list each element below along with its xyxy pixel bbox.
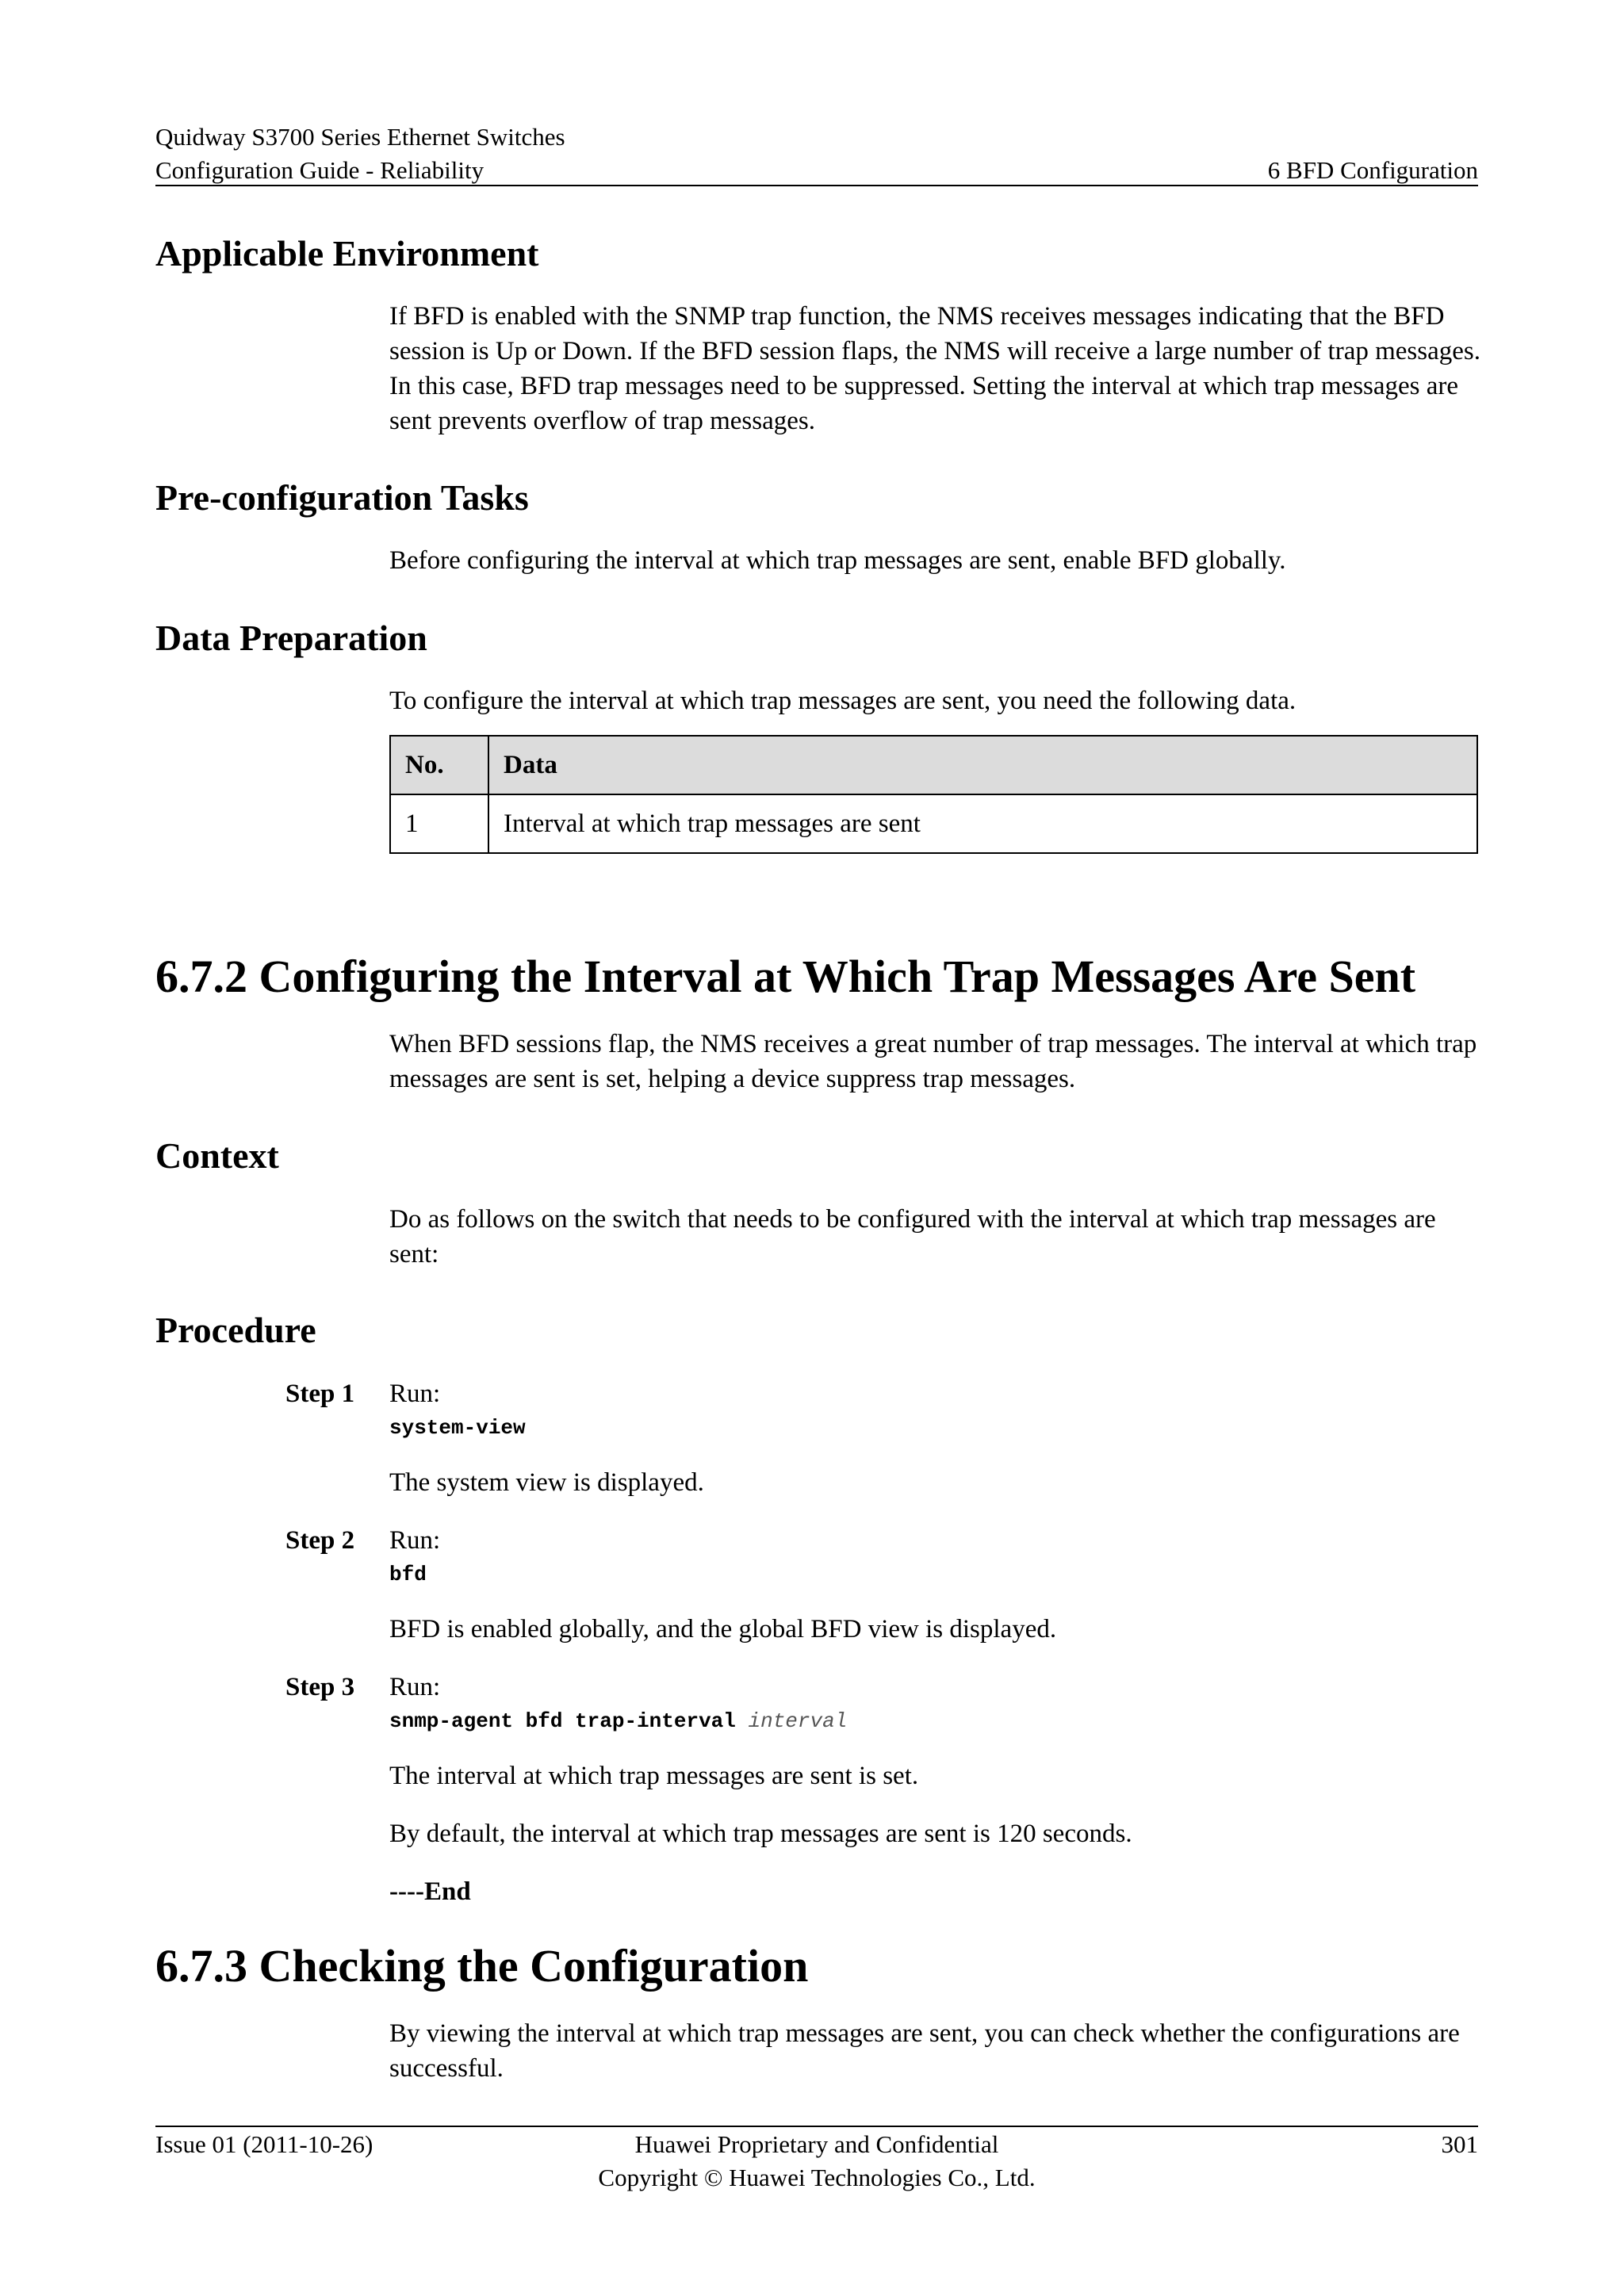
footer-copyright: Copyright © Huawei Technologies Co., Ltd. xyxy=(598,2164,1036,2191)
table-row xyxy=(390,794,1477,853)
footer-page-number: 301 xyxy=(1441,2130,1478,2158)
header-product: Quidway S3700 Series Ethernet Switches xyxy=(155,123,565,151)
header-chapter: 6 BFD Configuration xyxy=(1267,156,1478,184)
step-1-label: Step 1 xyxy=(285,1380,355,1408)
step-2-result: BFD is enabled globally, and the global BFD view is displayed. xyxy=(389,1615,1057,1644)
heading-preconfiguration-tasks: Pre-configuration Tasks xyxy=(155,477,529,518)
step-3-label: Step 3 xyxy=(285,1673,355,1701)
step-3-run: Run: xyxy=(389,1673,441,1701)
step-1-command xyxy=(389,1414,526,1441)
footer-confidential: Huawei Proprietary and Confidential xyxy=(634,2130,999,2158)
step-1-run: Run: xyxy=(389,1380,441,1408)
preconfiguration-text: Before configuring the interval at which trap messages are sent, enable BFD globally. xyxy=(389,546,1286,575)
command-keyword: system-view xyxy=(389,1416,526,1440)
command-keyword: bfd xyxy=(389,1563,427,1586)
section-6-7-3-text: By viewing the interval at which trap messages are sent, you can check whether the configurations are successful. xyxy=(389,2019,1460,2083)
step-1-result: The system view is displayed. xyxy=(389,1468,704,1497)
step-3-result: The interval at which trap messages are sent is set. xyxy=(389,1762,919,1790)
column-header-data: Data xyxy=(488,736,1477,794)
table-cell-no: 1 xyxy=(390,794,488,853)
data-preparation-text: To configure the interval at which trap messages are sent, you need the following data. xyxy=(389,687,1297,715)
page-header xyxy=(155,121,1478,187)
procedure-end: ----End xyxy=(389,1877,471,1906)
footer-center xyxy=(155,2128,1478,2195)
footer-rule xyxy=(155,2126,1478,2127)
heading-6-7-3: 6.7.3 Checking the Configuration xyxy=(155,1940,809,1992)
command-keyword: snmp-agent bfd trap-interval xyxy=(389,1709,736,1733)
footer-issue: Issue 01 (2011-10-26) xyxy=(155,2130,373,2158)
step-2-command xyxy=(389,1561,427,1588)
header-guide: Configuration Guide - Reliability xyxy=(155,156,485,184)
heading-6-7-2: 6.7.2 Configuring the Interval at Which Trap Messages Are Sent xyxy=(155,951,1416,1002)
heading-data-preparation: Data Preparation xyxy=(155,618,427,658)
table-header-row xyxy=(390,736,1477,794)
applicable-environment-text: If BFD is enabled with the SNMP trap function, the NMS receives messages indicating that the BFD session is Up or Down. If the BFD session flaps, the NMS will receive a large number of trap messages. In this case, BFD trap messages need to be suppressed. Setting the interval at which trap messages are sent prevents overflow of trap messages. xyxy=(389,302,1480,435)
context-text: Do as follows on the switch that needs to be configured with the interval at which trap messages are sent: xyxy=(389,1205,1436,1269)
column-header-no: No. xyxy=(390,736,488,794)
command-argument: interval xyxy=(748,1709,848,1733)
header-rule xyxy=(155,185,1478,186)
heading-applicable-environment: Applicable Environment xyxy=(155,233,539,274)
step-2-run: Run: xyxy=(389,1526,441,1555)
table-cell-data: Interval at which trap messages are sent xyxy=(488,794,1477,853)
data-table xyxy=(389,735,1478,854)
step-3-default-note: By default, the interval at which trap messages are sent is 120 seconds. xyxy=(389,1820,1132,1848)
heading-procedure: Procedure xyxy=(155,1310,316,1350)
step-2-label: Step 2 xyxy=(285,1526,355,1555)
heading-context: Context xyxy=(155,1135,279,1176)
step-3-command xyxy=(389,1708,847,1735)
section-6-7-2-text: When BFD sessions flap, the NMS receives a great number of trap messages. The interval at which trap messages are sent is set, helping a device suppress trap messages. xyxy=(389,1030,1477,1093)
